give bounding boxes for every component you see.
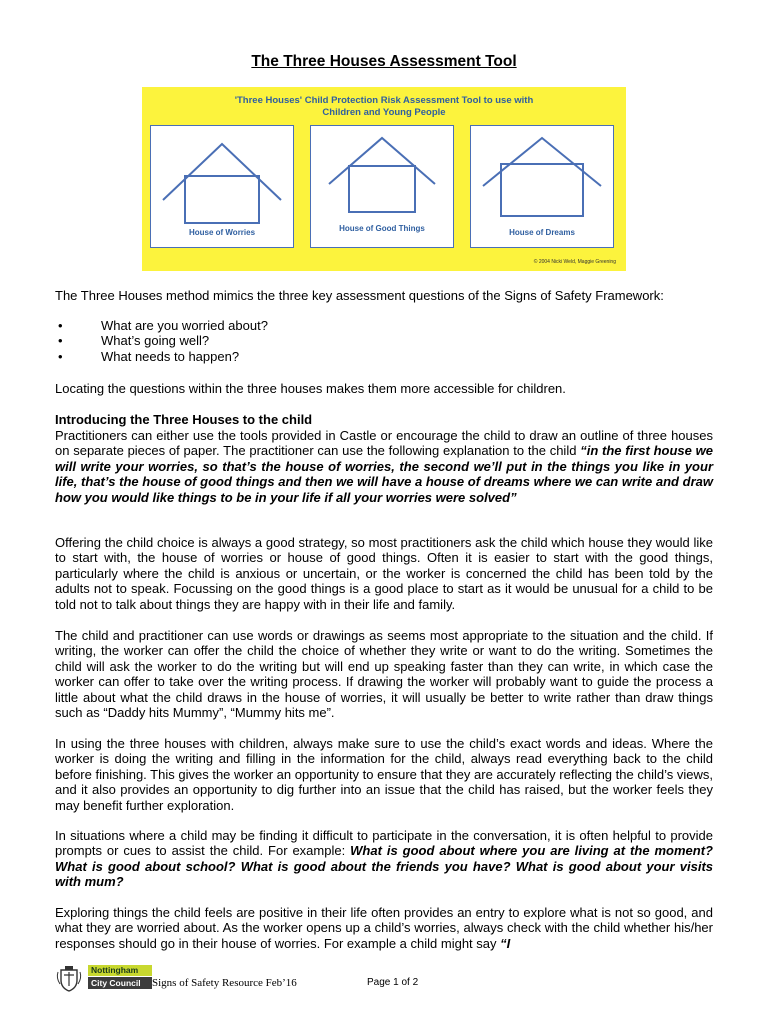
- resource-label: Signs of Safety Resource Feb’16: [152, 977, 297, 989]
- situations-text: In situations where a child may be finding it difficult to participate in the conversation, it is often helpful to provide prompts or cues to assist the child. For example:: [55, 828, 713, 859]
- exploring-paragraph: [55, 905, 713, 951]
- introducing-paragraph: [55, 428, 713, 505]
- list-item: • What needs to happen?: [55, 349, 715, 364]
- situations-prompts: What is good about where you are living at the moment? What is good about school? What is good about the friends you have? What is good about your visits with mum?: [55, 843, 713, 890]
- page-footer: [55, 962, 455, 992]
- list-item: • What’s going well?: [55, 333, 715, 348]
- list-item: • What are you worried about?: [55, 318, 715, 333]
- house-of-worries-card: [150, 125, 294, 248]
- words-paragraph: The child and practitioner can use words or drawings as seems most appropriate to the situation and the child. If writing, the worker can offer the child the choice of whether they write or want to do the writing. Sometimes the child will ask the worker to do the writing but will end up speaking faster than they can write, in which case the worker can offer to take over the writing process. If drawing the worker will probably want to guide the process a little about what the child draws in the house of worries, it will usually be better to write rather than draw things such as “Daddy hits Mummy”, “Mummy hits me”.: [55, 628, 713, 721]
- introducing-text: Practitioners can either use the tools provided in Castle or encourage the child to draw an outline of three houses on separate pieces of paper. The practitioner can use the following explanation to the child: [55, 428, 713, 459]
- key-questions-list: [55, 318, 715, 364]
- three-houses-banner: [142, 87, 626, 271]
- banner-heading: [142, 95, 626, 119]
- banner-heading-line2: Children and Young People: [322, 107, 446, 118]
- introducing-quote: “in the first house we will write your worries, so that’s the house of worries, the second we’ll put in the things you like in your life, that’s the house of good things and then we will have a house of dreams where we can write and draw how you would like things to be in your life if all your worries were solved”: [55, 443, 713, 505]
- house-label: House of Dreams: [509, 228, 575, 237]
- exploring-text: Exploring things the child feels are positive in their life often provides an entry to explore what is not so good, and what they are worried about. As the worker opens up a child’s worries, always check with the child whether his/her responses should go in their house of worries. For example a child might say: [55, 905, 713, 951]
- situations-paragraph: [55, 828, 713, 890]
- locating-paragraph: Locating the questions within the three houses makes them more accessible for children.: [55, 381, 566, 396]
- banner-copyright: © 2004 Nicki Weld, Maggie Greening: [533, 259, 616, 265]
- city-crest-icon: [55, 964, 83, 992]
- logo-line-city-council: City Council: [88, 977, 152, 989]
- section-heading: Introducing the Three Houses to the child: [55, 412, 313, 427]
- using-paragraph: In using the three houses with children, always make sure to use the child’s exact words and ideas. Where the worker is doing the writing and filling in the information for the child, always read everything back to the child before finishing. This gives the worker an opportunity to ensure that they are accurately reflecting the child’s views, and it also provides an opportunity to dig further into an issue that the child has raised, but the worker feels they may benefit further exploration.: [55, 736, 713, 813]
- house-of-dreams-card: [470, 125, 614, 248]
- house-label: House of Worries: [188, 228, 256, 237]
- house-of-good-things-card: [310, 125, 454, 248]
- banner-heading-line1: 'Three Houses' Child Protection Risk Assessment Tool to use with: [234, 95, 534, 106]
- page-title: The Three Houses Assessment Tool: [251, 53, 517, 70]
- choice-paragraph: Offering the child choice is always a good strategy, so most practitioners ask the child which house they would like to start with, the house of worries or house of good things. Often it is easier to start with the good things, particularly where the child is anxious or uncertain, or the worker is concerned the child has been told by the adults not to speak. Focussing on the good things is a good place to start as it would be unusual for a child to be told not to talk about things they are happy with in their life and family.: [55, 535, 713, 612]
- logo-line-nottingham: Nottingham: [88, 965, 152, 976]
- intro-paragraph: The Three Houses method mimics the three key assessment questions of the Signs of Safety Framework:: [55, 288, 664, 303]
- exploring-quote: “I: [500, 935, 511, 951]
- house-label: House of Good Things: [339, 224, 425, 233]
- page-number: Page 1 of 2: [367, 977, 419, 988]
